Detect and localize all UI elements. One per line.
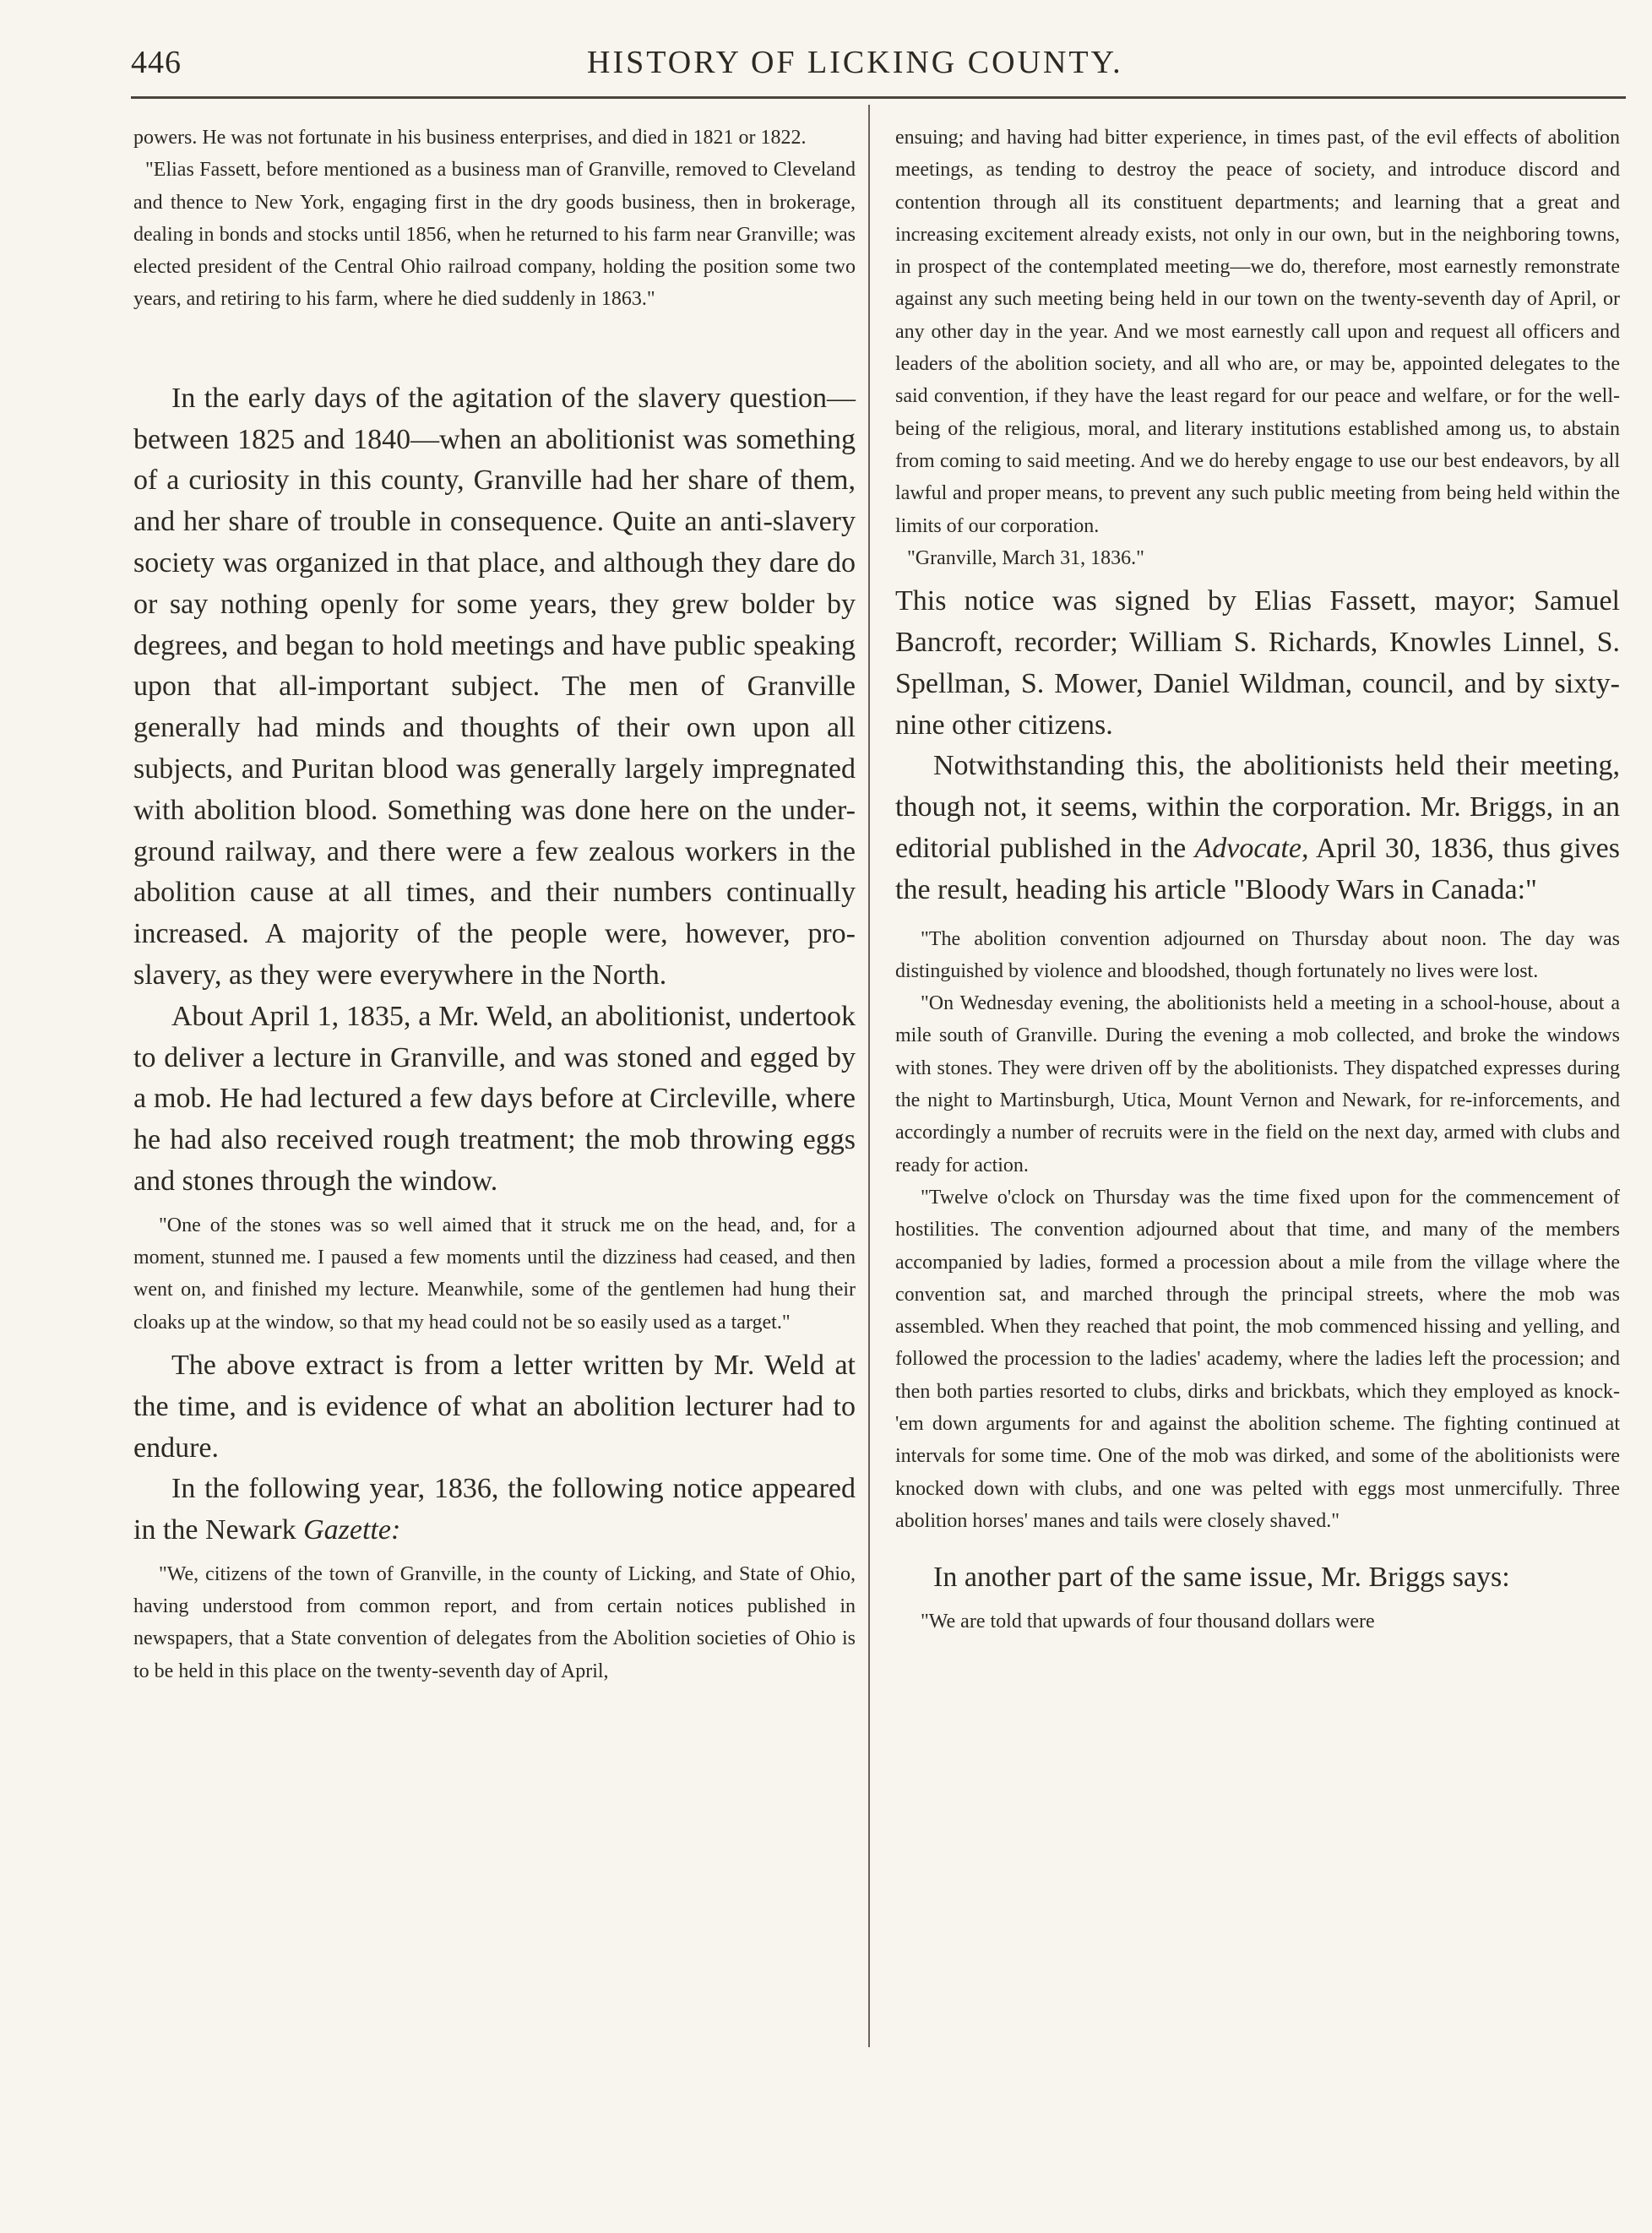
left-column xyxy=(133,122,856,1687)
quote-paragraph: "Twelve o'clock on Thursday was the time fixed upon for the commencement of hostilities. The convention adjourned about that time, and many of the members accompanied by ladies, formed a procession about a mile from the village where the convention sat, and marched through the principal streets, where the mob was assembled. When they reached that point, the mob commenced hissing and yelling, and followed the procession to the ladies' academy, where the ladies left the procession; and then both parties resorted to clubs, dirks and brickbats, which they employed as knock-'em down arguments for and against the abolition scheme. The fighting continued at intervals for some time. One of the mob was dirked, and some of the abolitionists were knocked down with clubs, and one was pelted with eggs most unmercifully. Three abolition horses' manes and tails were closely shaved." xyxy=(895,1186,1620,1532)
body-paragraph: In the following year, 1836, the following notice appeared in the Newark Gazette: xyxy=(133,1473,856,1546)
body-paragraph: The above extract is from a letter written by Mr. Weld at the time, and is evidence of what an abolition lecturer had to endure. xyxy=(133,1349,856,1464)
newspaper-title: Advocate, xyxy=(1194,832,1309,864)
right-column xyxy=(895,122,1620,1638)
newspaper-title: Gazette: xyxy=(303,1514,401,1546)
quote-paragraph: "On Wednesday evening, the abolitionists held a meeting in a school-house, about a mile south of Granville. During the evening a mob collected, and broke the windows with stones. They were driven off by the abolitionists. They dispatched expresses during the night to Martinsburgh, Utica, Mount Vernon and Newark, for re-inforcements, and accordingly a number of recruits were in the field on the next day, armed with clubs and ready for action. xyxy=(895,992,1620,1176)
quote-paragraph: "We, citizens of the town of Granville, in the county of Licking, and State of Ohio, having understood from common report, and from certain notices published in newspapers, that a State convention of delegates from the Abolition societies of Ohio is to be held in this place on the twenty-seventh day of April, xyxy=(133,1562,856,1682)
header-rule xyxy=(131,96,1626,99)
page-header xyxy=(131,41,1634,91)
quote-signature: "Granville, March 31, 1836." xyxy=(907,546,1144,569)
quote-paragraph: "We are told that upwards of four thousand dollars were xyxy=(921,1610,1375,1633)
column-divider xyxy=(868,105,870,2047)
body-paragraph: This notice was signed by Elias Fassett, mayor; Samuel Bancroft, recorder; William S. Richards, Knowles Linnel, S. Spellman, S. Mower, Daniel Wildman, council, and by sixty-nine other citizens. xyxy=(895,585,1620,741)
quote-paragraph: "The abolition convention adjourned on Thursday about noon. The day was distinguished by violence and bloodshed, though fortunately no lives were lost. xyxy=(895,927,1620,982)
paragraph-continued: powers. He was not fortunate in his business enterprises, and died in 1821 or 1822. xyxy=(133,127,807,149)
quote-paragraph: "One of the stones was so well aimed that it struck me on the head, and, for a moment, stunned me. I paused a few moments until the dizziness had ceased, and then went on, and finished my lecture. Meanwhile, some of the gentlemen had hung their cloaks up at the window, so that my head could not be so easily used as a target." xyxy=(133,1214,856,1334)
page-number: 446 xyxy=(131,45,182,80)
running-title: HISTORY OF LICKING COUNTY. xyxy=(587,45,1123,80)
body-paragraph: About April 1, 1835, a Mr. Weld, an abolitionist, undertook to deliver a lecture in Granville, and was stoned and egged by a mob. He had lectured a few days before at Circleville, where he had also received rough treatment; the mob throwing eggs and stones through the window. xyxy=(133,1000,856,1197)
body-paragraph: In the early days of the agitation of the slavery question—between 1825 and 1840—when an abolitionist was something of a curiosity in this county, Granville had her share of them, and her share of trouble in consequence. Quite an anti-slavery society was organized in that place, and although they dare do or say nothing openly for some years, they grew bolder by degrees, and began to hold meetings and have public speaking upon that all-important subject. The men of Granville generally had minds and thoughts of their own upon all subjects, and Puritan blood was generally largely impregnated with abolition blood. Something was done here on the under-ground railway, and there were a few zealous workers in the abolition cause at all times, and their numbers continually increased. A majority of the people were, however, pro-slavery, as they were everywhere in the North. xyxy=(133,382,856,991)
quote-paragraph: ensuing; and having had bitter experience, in times past, of the evil effects of abolition meetings, as tending to destroy the peace of society, and introduce discord and contention through all its constituent departments; and learning that a great and increasing excitement already exists, not only in our own, but in the neighboring towns, in prospect of the contemplated meeting—we do, therefore, most earnestly remonstrate against any such meeting being held in our town on the twenty-seventh day of April, or any other day in the year. And we most earnestly call upon and request all officers and leaders of the abolition society, and all who are, or may be, appointed delegates to the said convention, if they have the least regard for our peace and welfare, or for the well-being of the religious, moral, and literary institutions established among us, to abstain from coming to said meeting. And we do hereby engage to use our best endeavors, by all lawful and proper means, to prevent any such public meeting from being held within the limits of our corporation. xyxy=(895,127,1620,537)
body-paragraph: Notwithstanding this, the abolitionists held their meeting, though not, it seems, within the corporation. Mr. Briggs, in an editorial published in the Advocate, April 30, 1836, thus gives the result, heading his article "Bloody Wars in Canada:" xyxy=(895,750,1620,905)
quote-paragraph: "Elias Fassett, before mentioned as a business man of Granville, removed to Cleveland and thence to New York, engaging first in the dry goods business, then in brokerage, dealing in bonds and stocks until 1856, when he returned to his farm near Granville; was elected president of the Central Ohio railroad company, holding the position some two years, and retiring to his farm, where he died suddenly in 1863." xyxy=(133,159,856,311)
body-paragraph: In another part of the same issue, Mr. Briggs says: xyxy=(933,1562,1510,1594)
